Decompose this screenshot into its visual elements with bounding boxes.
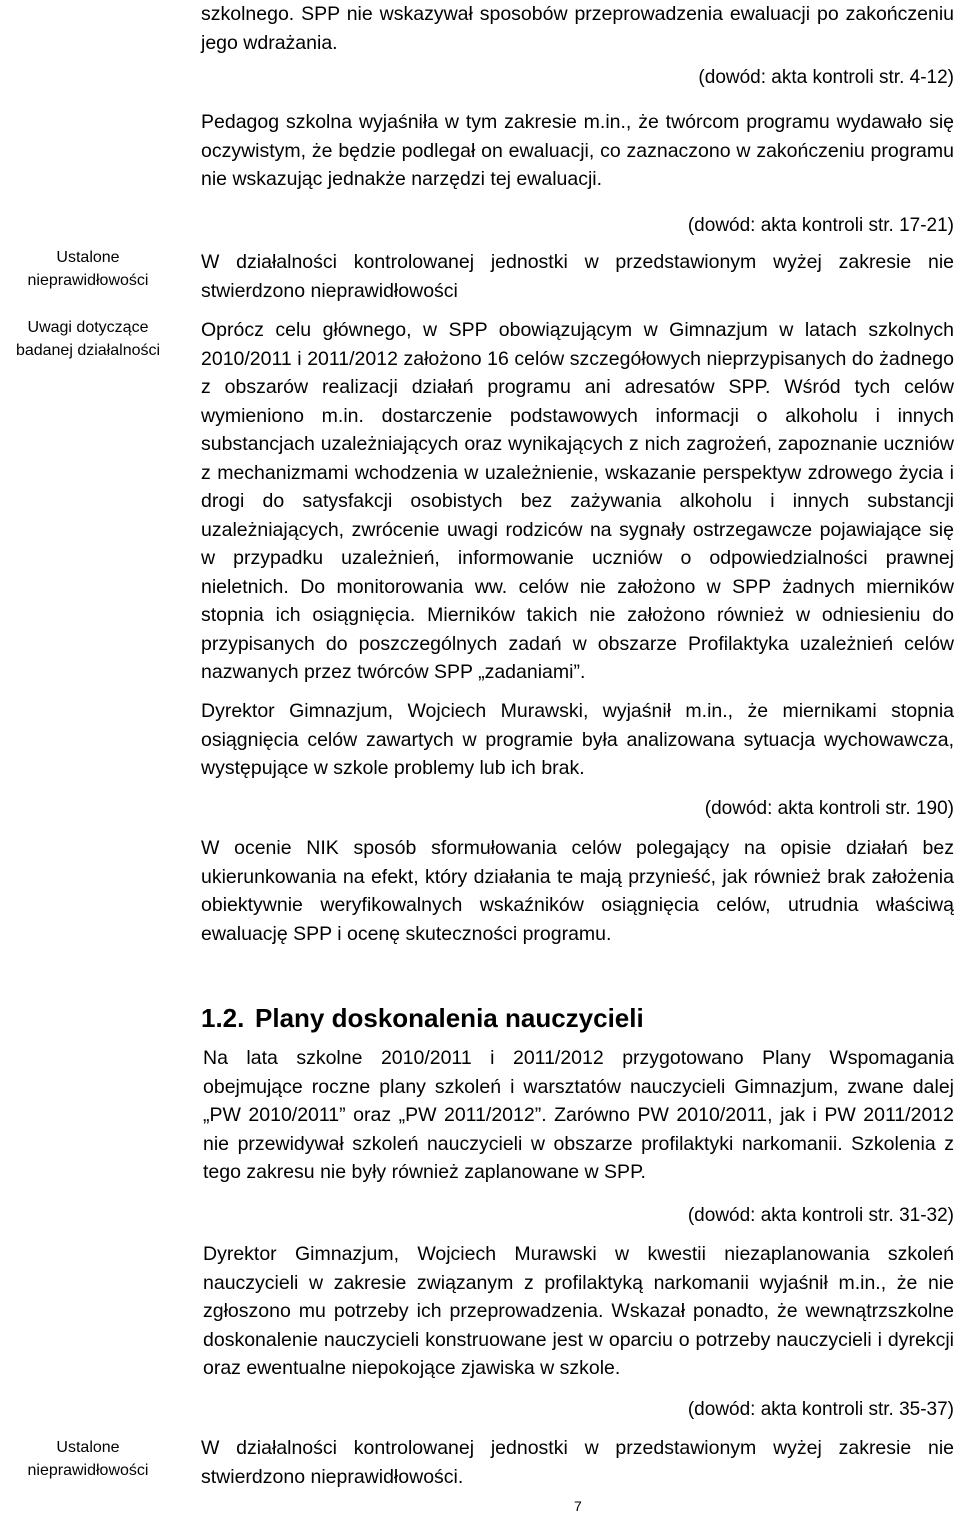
evidence-reference: (dowód: akta kontroli str. 4-12) bbox=[698, 67, 954, 88]
evidence-reference: (dowód: akta kontroli str. 31-32) bbox=[687, 1205, 954, 1226]
paragraph-dyrektor-szkolenia: Dyrektor Gimnazjum, Wojciech Murawski w kwestii niezaplanowania szkoleń nauczycieli w zakresie związanym z profilaktyką narkomanii wyjaśnił m.in., że nie zgłoszono mu potrzeby ich przeprowadzenia. Wskazał ponadto, że wewnątrzszkolne doskonalenie nauczycieli konstruowane jest w oparciu o potrzeby nauczycieli i dyrekcji oraz ewentualne niepokojące zjawiska w szkole. bbox=[203, 1243, 954, 1379]
paragraph-dyrektor-mierniki: Dyrektor Gimnazjum, Wojciech Murawski, wyjaśnił m.in., że miernikami stopnia osiągnięcia celów zawartych w programie była analizowana sytuacja wychowawcza, występujące w szkole problemy lub ich brak. bbox=[201, 700, 954, 779]
evidence-reference: (dowód: akta kontroli str. 17-21) bbox=[687, 215, 954, 236]
paragraph-plany-wspomagania: Na lata szkolne 2010/2011 i 2011/2012 przygotowano Plany Wspomagania obejmujące roczne plany szkoleń i warsztatów nauczycieli Gimnazjum, zwane dalej „PW 2010/2011” oraz „PW 2011/2012”. Zarówno PW 2010/2011, jak i PW 2011/2012 nie przewidywał szkoleń nauczycieli w obszarze profilaktyki narkomanii. Szkolenia z tego zakresu nie były również zaplanowane w SPP. bbox=[203, 1047, 954, 1183]
page-number: 7 bbox=[574, 1498, 582, 1514]
evidence-reference: (dowód: akta kontroli str. 35-37) bbox=[687, 1399, 954, 1420]
paragraph-brak-nieprawidlowosci: W działalności kontrolowanej jednostki w przedstawionym wyżej zakresie nie stwierdzono nieprawidłowości bbox=[201, 251, 954, 302]
evidence-reference: (dowód: akta kontroli str. 190) bbox=[704, 798, 954, 819]
paragraph-sposoby-ewaluacji: szkolnego. SPP nie wskazywał sposobów przeprowadzenia ewaluacji po zakończeniu jego wdrażania. bbox=[201, 3, 954, 54]
section-heading bbox=[201, 1002, 644, 1034]
side-label-ustalone-nieprawidlowosci: Ustalone nieprawidłowości bbox=[27, 1439, 149, 1479]
section-title: Plany doskonalenia nauczycieli bbox=[255, 1003, 644, 1033]
paragraph-brak-nieprawidlowosci: W działalności kontrolowanej jednostki w przedstawionym wyżej zakresie nie stwierdzono nieprawidłowości. bbox=[201, 1437, 954, 1488]
paragraph-pedagog-wyjasnienie: Pedagog szkolna wyjaśniła w tym zakresie m.in., że twórcom programu wydawało się oczywistym, że będzie podlegał on ewaluacji, co zaznaczono w zakończeniu programu nie wskazując jednakże narzędzi tej ewaluacji. bbox=[201, 111, 954, 190]
paragraph-cele-szczegolowe: Oprócz celu głównego, w SPP obowiązującym w Gimnazjum w latach szkolnych 2010/2011 i 2011/2012 założono 16 celów szczegółowych nieprzypisanych do żadnego z obszarów realizacji działań programu ani adresatów SPP. Wśród tych celów wymieniono m.in. dostarczenie podstawowych informacji o alkoholu i innych substancjach uzależniających oraz wynikających z nich zagrożeń, zapoznanie uczniów z mechanizmami wchodzenia w uzależnienie, wskazanie perspektyw zdrowego życia i drogi do satysfakcji osobistych bez zażywania alkoholu i innych substancji uzależniających, zwrócenie uwagi rodziców na sygnały ostrzegawcze pojawiające się w przypadku uzależnień, informowanie uczniów o odpowiedzialności prawnej nieletnich. Do monitorowania ww. celów nie założono w SPP żadnych mierników stopnia ich osiągnięcia. Mierników takich nie założono również w odniesieniu do przypisanych do poszczególnych zadań w obszarze Profilaktyka uzależnień celów nazwanych przez twórców SPP „zadaniami”. bbox=[201, 319, 954, 683]
side-label-uwagi: Uwagi dotyczące badanej działalności bbox=[15, 319, 161, 359]
paragraph-ocena-nik: W ocenie NIK sposób sformułowania celów polegający na opisie działań bez ukierunkowania na efekt, który działania te mają przynieść, jak również brak założenia obiektywnie weryfikowalnych wskaźników osiągnięcia celów, utrudnia właściwą ewaluację SPP i ocenę skuteczności programu. bbox=[201, 837, 954, 945]
section-number: 1.2. bbox=[201, 1003, 245, 1033]
side-label-ustalone-nieprawidlowosci: Ustalone nieprawidłowości bbox=[27, 249, 149, 289]
